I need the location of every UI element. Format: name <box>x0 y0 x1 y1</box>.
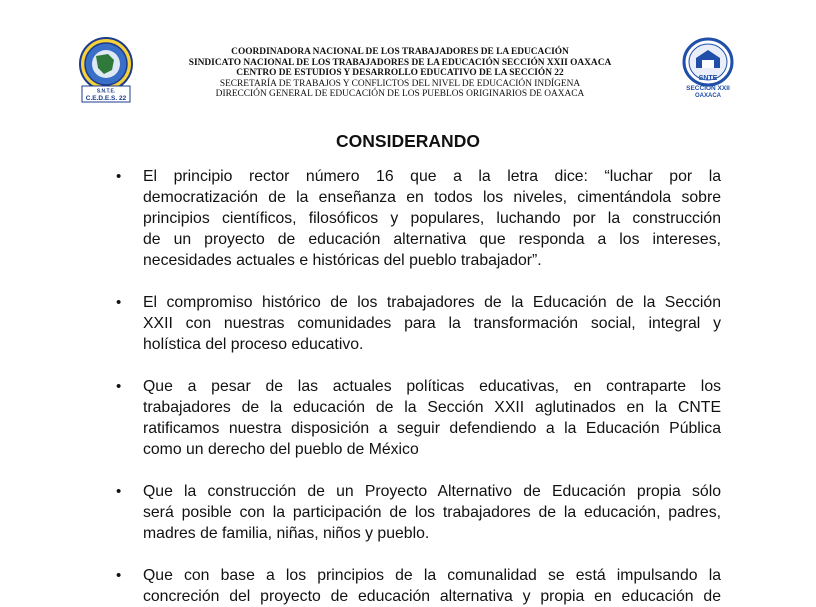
text-line: trabajadores de la educación de la Sección XXII aglutinados en la CNTE <box>143 399 721 416</box>
header-line-direccion: DIRECCIÓN GENERAL DE EDUCACIÓN DE LOS PUEBLOS ORIGINARIOS DE OAXACA <box>215 89 585 100</box>
text-line: madres de familia, niñas, niños y pueblo. <box>143 525 430 542</box>
bullet-icon: • <box>116 378 122 395</box>
text-line: El compromiso histórico de los trabajadores de la Educación de la Sección <box>143 294 721 311</box>
list-item-text <box>143 481 721 544</box>
considerando-list <box>116 166 722 607</box>
text-line: será posible con la participación de los trabajadores de la educación, padres, <box>143 504 721 521</box>
text-line: Que a pesar de las actuales políticas educativas, en contraparte los <box>143 378 721 395</box>
bullet-icon: • <box>116 567 122 584</box>
text-line: concreción del proyecto de educación alternativa y propia en educación de <box>143 588 721 605</box>
text-line: El principio rector número 16 que a la letra dice: “luchar por la <box>143 168 721 185</box>
list-item <box>116 376 722 460</box>
text-line: principios científicos, filosóficos y populares, luchando por la construcción <box>143 210 721 227</box>
header-line-secretaria: SECRETARÍA DE TRABAJOS Y CONFLICTOS DEL NIVEL DE EDUCACIÓN INDÍGENA <box>219 78 581 89</box>
text-line: necesidades actuales e históricas del pueblo trabajador”. <box>143 252 542 269</box>
text-line: como un derecho del pueblo de México <box>143 441 419 458</box>
text-line: Que con base a los principios de la comunalidad se está impulsando la <box>143 567 721 584</box>
text-line: holística del proceso educativo. <box>143 336 364 353</box>
list-item-text <box>143 376 721 460</box>
cedes-logo-top-text: S.N.T.E. <box>96 88 116 95</box>
page-title: CONSIDERANDO <box>336 131 480 151</box>
list-item-text <box>143 565 721 607</box>
list-item <box>116 565 722 607</box>
text-line: de un proyecto de educación alternativa que responda a los intereses, <box>143 231 721 248</box>
snte-logo-label: SECCION XXII <box>686 85 730 92</box>
list-item-text <box>143 292 721 355</box>
cedes-logo-label: C.E.D.E.S. 22 <box>85 95 127 102</box>
snte-logo-sublabel: OAXACA <box>694 93 722 99</box>
snte-emblem-text: SNTE <box>698 75 718 82</box>
cedes-22-logo <box>74 36 138 104</box>
document-header <box>140 47 660 100</box>
bullet-icon: • <box>116 168 122 185</box>
bullet-icon: • <box>116 483 122 500</box>
header-line-cnte: COORDINADORA NACIONAL DE LOS TRABAJADORES DE LA EDUCACIÓN <box>231 47 569 57</box>
snte-seccion-xxii-logo <box>672 36 744 100</box>
list-item <box>116 166 722 271</box>
text-line: ratificamos nuestra disposición a seguir defendiendo a la Educación Pública <box>143 420 721 437</box>
text-line: Que la construcción de un Proyecto Alternativo de Educación propia sólo <box>143 483 721 500</box>
text-line: XXII con nuestras comunidades para la transformación social, integral y <box>143 315 721 332</box>
header-line-snte: SINDICATO NACIONAL DE LOS TRABAJADORES DE LA EDUCACIÓN SECCIÓN XXII OAXACA <box>188 57 612 68</box>
list-item-text <box>143 166 721 271</box>
bullet-icon: • <box>116 294 122 311</box>
list-item <box>116 481 722 544</box>
list-item <box>116 292 722 355</box>
text-line: democratización de la enseñanza en todos los niveles, cimentándola sobre <box>143 189 721 206</box>
header-line-cedes: CENTRO DE ESTUDIOS Y DESARROLLO EDUCATIVO DE LA SECCIÓN 22 <box>236 68 564 79</box>
